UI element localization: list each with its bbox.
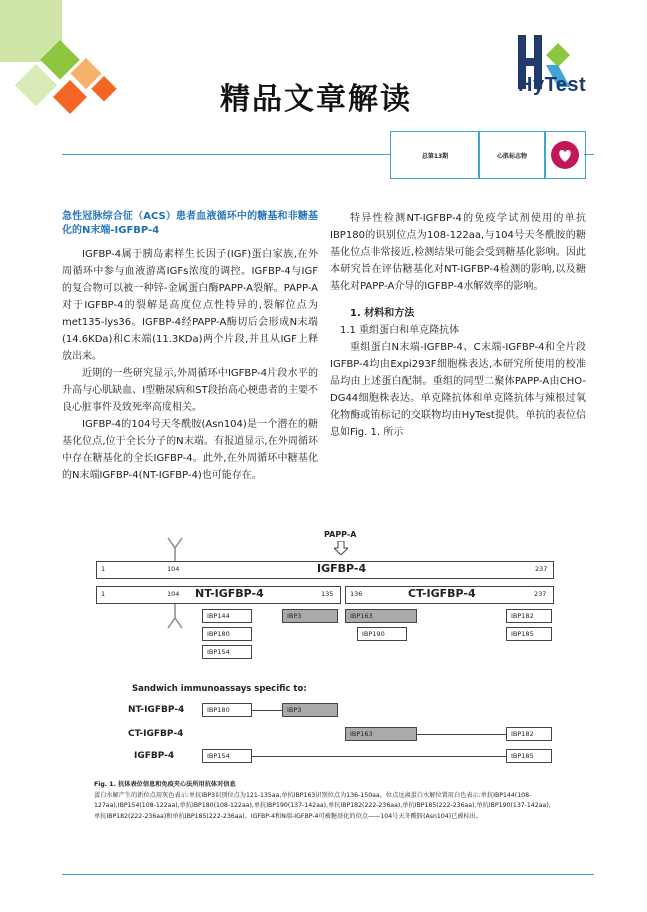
mab-ibp154: IBP154 bbox=[202, 749, 252, 763]
caption-title: Fig. 1. 抗体表位信息和免疫夹心法所用抗体对信息 bbox=[94, 781, 236, 788]
mab-ibp182: IBP182 bbox=[506, 727, 552, 741]
paragraph: IGFBP-4属于胰岛素样生长因子(IGF)蛋白家族,在外周循环中参与血液游离IGFs浓度的调控。IGFBP-4与IGF的复合物可以被一种锌-金属蛋白酶PAPP-A裂解。PAPP-A对于IGFBP-4的裂解是高度位点性特异的,裂解位点为met135-lys36。IGFBP-4经PAPP-A酶切后会形成N末端(14.6KDa)和C末端(11.3KDa)两个片段,并且从IGF上释放出来。 bbox=[62, 249, 318, 362]
sandwich-label-full: IGFBP-4 bbox=[134, 751, 175, 761]
protein-name: CT-IGFBP-4 bbox=[408, 587, 476, 600]
left-column bbox=[62, 210, 318, 484]
mab-ibp185: IBP185 bbox=[506, 627, 552, 641]
mab-ibp185: IBP185 bbox=[506, 749, 552, 763]
aa-start: 1 bbox=[101, 565, 106, 573]
aa-site: 104 bbox=[167, 590, 180, 598]
mab-ibp144: IBP144 bbox=[202, 609, 252, 623]
connector-line bbox=[417, 734, 506, 735]
mab-ibp163: IBP163 bbox=[345, 727, 417, 741]
mab-ibp3: IBP3 bbox=[282, 703, 338, 717]
right-column bbox=[330, 210, 586, 441]
nt-igfbp4-bar bbox=[96, 586, 341, 604]
category-label: 心肌标志物 bbox=[478, 131, 546, 179]
corner-decoration bbox=[0, 0, 140, 140]
paragraph: 重组蛋白N末端-IGFBP-4、C末端-IGFBP-4和全片段IGFBP-4均由Expi293F细胞株表达,本研究所使用的校准品均由上述蛋白配制。重组的同型二聚体PAPP-A由CHO-DG44细胞株表达。单克隆抗体和单克隆抗体与辣根过氧化物酶或铕标记的交联物均由HyTest提供。单抗的表位信息如Fig. 1. 所示 bbox=[330, 342, 586, 438]
ct-igfbp4-bar bbox=[345, 586, 554, 604]
protein-name: IGFBP-4 bbox=[317, 562, 367, 575]
heart-icon-box bbox=[544, 131, 586, 179]
glycosylation-icon bbox=[165, 604, 185, 630]
sandwich-label-ct: CT-IGFBP-4 bbox=[128, 729, 184, 739]
mab-ibp180: IBP180 bbox=[202, 627, 252, 641]
mab-ibp3: IBP3 bbox=[282, 609, 338, 623]
page-title: 精品文章解读 bbox=[220, 82, 412, 117]
paragraph: 近期的一些研究显示,外周循环中IGFBP-4片段水平的升高与心肌缺血、I型糖尿病和ST段抬高心梗患者的主要不良心脏事件及致死率高度相关。 bbox=[62, 368, 318, 413]
protein-name: NT-IGFBP-4 bbox=[195, 587, 264, 600]
caption-text: 蛋白水解产生的新位点用灰色表示:单抗IBP3识别位点为121-135aa,单抗IBP163识别位点为136-150aa。位点远离蛋白水解位置用白色表示:单抗IBP144(108-127aa),IBP154(108-122aa),单抗IBP180(108-122aa),单抗IBP190(137-142aa),单抗IBP182(222-236aa),单抗IBP185(222-236aa),单抗IBP190(137-142aa),单抗IBP182(222-236aa)和单抗IBP185(222-236aa)。IGFBP-4和N端-IGFBP-4可被糖基化的位点——104号天冬酰胺(Asn104)已被标出。 bbox=[94, 791, 551, 820]
issue-number: 总第13期 bbox=[390, 131, 480, 179]
connector-line bbox=[252, 710, 282, 711]
aa-end: 237 bbox=[535, 565, 548, 573]
paragraph: 特异性检测NT-IGFBP-4的免疫学试剂使用的单抗IBP180的识别位点为108-122aa,与104号天冬酰胺的糖基化位点非常接近,检测结果可能会受到糖基化影响。因此本研究旨在评估糖基化对NT-IGFBP-4检测的影响,以及糖基化对PAPP-A介导的IGFBP-4水解效率的影响。 bbox=[330, 213, 586, 292]
header-rule-left bbox=[62, 154, 390, 155]
heart-icon bbox=[550, 140, 580, 170]
sandwich-label-nt: NT-IGFBP-4 bbox=[128, 705, 185, 715]
aa-end: 237 bbox=[534, 590, 547, 598]
mab-ibp180: IBP180 bbox=[202, 703, 252, 717]
mab-ibp163: IBP163 bbox=[345, 609, 417, 623]
aa-site: 104 bbox=[167, 565, 180, 573]
section-heading: 1. 材料和方法 bbox=[350, 308, 415, 319]
footer-rule bbox=[62, 874, 594, 875]
paragraph: IGFBP-4的104号天冬酰胺(Asn104)是一个潜在的糖基化位点,位于全长分子的N末端。有报道显示,在外周循环中存在糖基化的全长IGFBP-4。此外,在外周循环中糖基化的N末端IGFBP-4(NT-IGFBP-4)也可能存在。 bbox=[62, 419, 318, 481]
logo-text: HyTest bbox=[518, 74, 587, 96]
aa-start: 136 bbox=[350, 590, 363, 598]
igfbp4-full-bar bbox=[96, 561, 554, 579]
mab-ibp154: IBP154 bbox=[202, 645, 252, 659]
sandwich-title: Sandwich immunoassays specific to: bbox=[132, 684, 307, 694]
mab-ibp182: IBP182 bbox=[506, 609, 552, 623]
aa-start: 1 bbox=[101, 590, 106, 598]
papp-a-label: PAPP-A bbox=[324, 530, 357, 539]
figure-caption bbox=[94, 780, 554, 822]
subsection-heading: 1.1 重组蛋白和单克隆抗体 bbox=[340, 325, 460, 336]
aa-end: 135 bbox=[321, 590, 334, 598]
glycosylation-icon bbox=[165, 536, 185, 562]
article-heading: 急性冠脉综合征（ACS）患者血液循环中的糖基和非糖基化的N末端-IGFBP-4 bbox=[62, 211, 318, 236]
connector-line bbox=[252, 756, 506, 757]
mab-ibp190: IBP190 bbox=[357, 627, 407, 641]
cleavage-arrow-icon bbox=[334, 541, 348, 555]
